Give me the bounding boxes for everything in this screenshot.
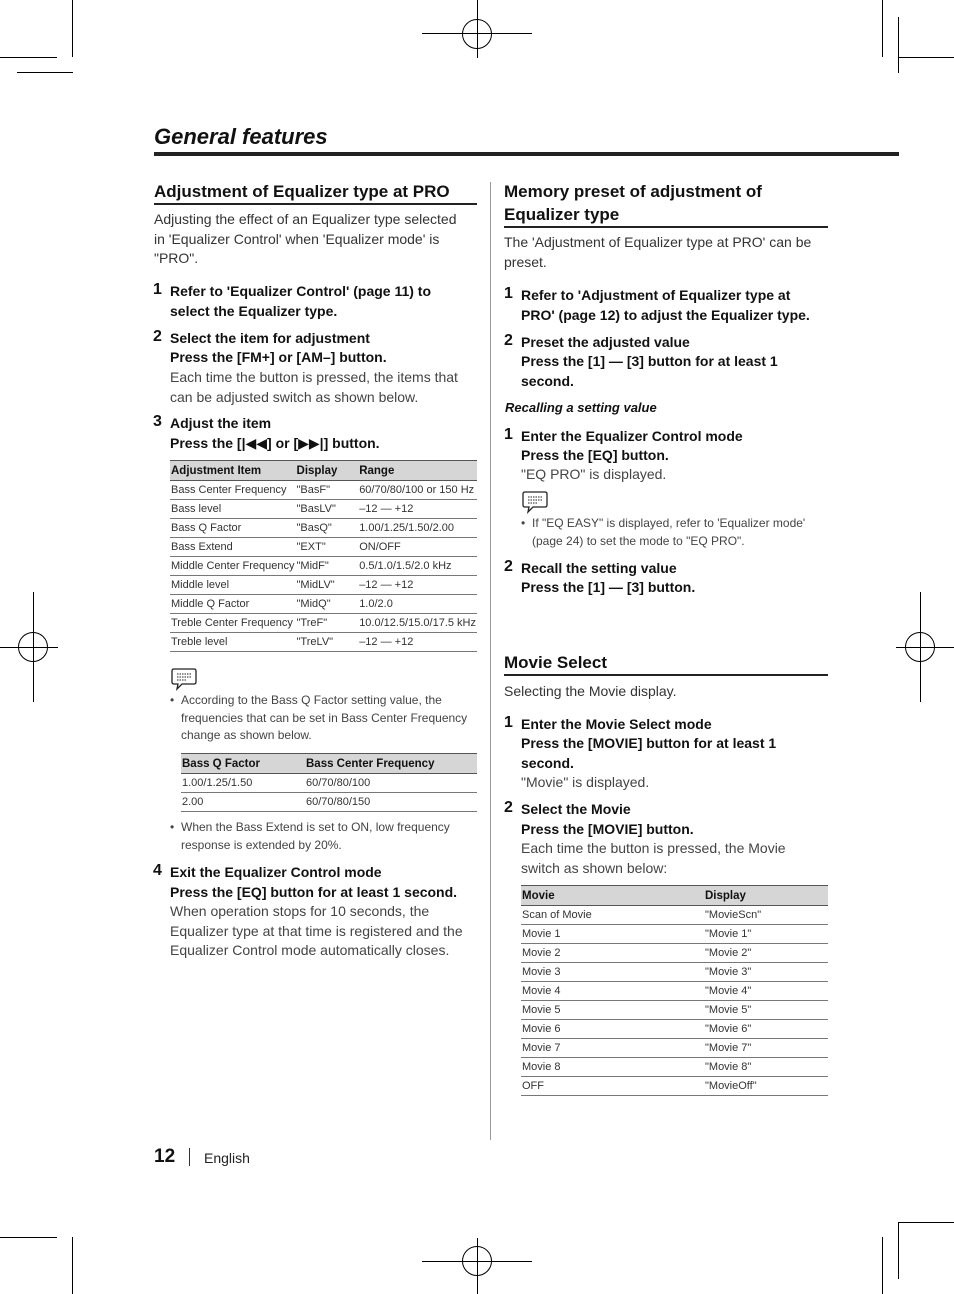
crop-mark (898, 17, 899, 73)
step-title: Adjust the item (170, 415, 272, 431)
table-row (170, 538, 477, 557)
table-cell: "TreF" (296, 614, 359, 633)
crop-mark (0, 1237, 57, 1238)
step-action: Press the [1] — [3] button. (521, 579, 696, 595)
step-title: Select the Movie (521, 801, 631, 817)
table-cell: –12 — +12 (358, 633, 477, 652)
table-cell: OFF (521, 1077, 704, 1096)
step-action: Press the [MOVIE] button. (521, 821, 694, 837)
table-cell: "MidQ" (296, 595, 359, 614)
crop-mark (898, 57, 954, 58)
step-number: 4 (153, 862, 162, 879)
table-cell: "Movie 1" (704, 925, 828, 944)
table-row (521, 1001, 828, 1020)
table-cell: Bass Q Factor (170, 519, 296, 538)
table-cell: "Movie 5" (704, 1001, 828, 1020)
step-number: 1 (504, 714, 513, 731)
table-row (181, 793, 477, 812)
adjustment-items-table (170, 460, 477, 652)
step-number: 2 (504, 332, 513, 349)
table-header: Bass Center Frequency (305, 754, 477, 774)
page-language: English (204, 1150, 250, 1166)
step-number: 2 (504, 558, 513, 575)
crop-mark (72, 1237, 73, 1294)
table-row (521, 1039, 828, 1058)
table-cell: "Movie 3" (704, 963, 828, 982)
table-cell: "TreLV" (296, 633, 359, 652)
table-row (521, 1077, 828, 1096)
step-description: Each time the button is pressed, the Movie switch as shown below: (521, 840, 786, 876)
table-row (170, 557, 477, 576)
table-row (170, 576, 477, 595)
step-title: Select the item for adjustment (170, 330, 370, 346)
page-title: General features (154, 124, 328, 149)
crop-mark (0, 57, 57, 58)
table-cell: Bass Center Frequency (170, 481, 296, 500)
table-cell: "BasLV" (296, 500, 359, 519)
table-cell: 10.0/12.5/15.0/17.5 kHz (358, 614, 477, 633)
table-cell: ON/OFF (358, 538, 477, 557)
section-heading-movie-select: Movie Select (504, 653, 607, 672)
table-cell: "Movie 7" (704, 1039, 828, 1058)
recall-heading: Recalling a setting value (505, 400, 657, 415)
note-icon (521, 489, 549, 515)
table-row (170, 500, 477, 519)
step-action: Press the [|◀◀] or [▶▶|] button. (170, 435, 380, 451)
table-cell: 1.00/1.25/1.50 (181, 774, 305, 793)
table-cell: "MidF" (296, 557, 359, 576)
title-rule (154, 152, 899, 156)
registration-circle (905, 632, 935, 662)
step-action: Press the [1] — [3] button for at least 1 second. (521, 353, 778, 389)
table-cell: "MovieScn" (704, 906, 828, 925)
crop-mark (17, 72, 73, 73)
table-header: Adjustment Item (170, 461, 296, 481)
table-row (170, 595, 477, 614)
table-row (170, 614, 477, 633)
table-cell: Scan of Movie (521, 906, 704, 925)
registration-circle (462, 19, 492, 49)
table-row (170, 633, 477, 652)
section-rule (504, 674, 828, 676)
page-number: 12 (154, 1146, 176, 1167)
section-intro: The 'Adjustment of Equalizer type at PRO' can be preset. (504, 234, 812, 270)
step-action: Press the [EQ] button for at least 1 second. (170, 884, 458, 900)
section-rule (504, 226, 828, 228)
table-cell: Movie 3 (521, 963, 704, 982)
section-intro: Selecting the Movie display. (504, 683, 677, 699)
table-header: Range (358, 461, 477, 481)
table-cell: 1.00/1.25/1.50/2.00 (358, 519, 477, 538)
table-cell: 60/70/80/150 (305, 793, 477, 812)
step-number: 2 (504, 799, 513, 816)
table-cell: 0.5/1.0/1.5/2.0 kHz (358, 557, 477, 576)
table-cell: 60/70/80/100 or 150 Hz (358, 481, 477, 500)
step-title: Preset the adjusted value (521, 334, 690, 350)
section-heading-memory-preset: Memory preset of adjustment of Equalizer type (504, 182, 762, 224)
step-description: When operation stops for 10 seconds, the Equalizer type at that time is registered and the Equalizer Control mode automatically closes. (170, 903, 463, 958)
crop-mark (72, 0, 73, 57)
table-row (170, 519, 477, 538)
step-description: Each time the button is pressed, the items that can be adjusted switch as shown below. (170, 369, 458, 405)
table-row (521, 906, 828, 925)
table-row (521, 963, 828, 982)
step-action: Press the [FM+] or [AM–] button. (170, 349, 387, 365)
table-cell: –12 — +12 (358, 500, 477, 519)
step-number: 1 (504, 285, 513, 302)
table-header: Display (296, 461, 359, 481)
table-cell: Movie 7 (521, 1039, 704, 1058)
bass-q-factor-table (181, 753, 477, 812)
table-cell: 2.00 (181, 793, 305, 812)
movie-table (521, 885, 828, 1096)
table-cell: Movie 6 (521, 1020, 704, 1039)
table-cell: 1.0/2.0 (358, 595, 477, 614)
table-cell: Middle Center Frequency (170, 557, 296, 576)
table-header: Display (704, 886, 828, 906)
step-title: Exit the Equalizer Control mode (170, 864, 382, 880)
crop-mark (882, 1237, 883, 1294)
step-title: Enter the Movie Select mode (521, 716, 712, 732)
step-action: Press the [MOVIE] button for at least 1 second. (521, 735, 777, 771)
section-heading-equalizer-pro: Adjustment of Equalizer type at PRO (154, 182, 450, 201)
table-cell: Middle Q Factor (170, 595, 296, 614)
note-text: • When the Bass Extend is set to ON, low frequency response is extended by 20%. (170, 820, 450, 852)
step-description: "Movie" is displayed. (521, 774, 650, 790)
table-row (170, 481, 477, 500)
crop-mark (882, 0, 883, 57)
table-cell: Treble Center Frequency (170, 614, 296, 633)
table-row (521, 925, 828, 944)
note-text: • According to the Bass Q Factor setting value, the frequencies that can be set in Bass Center Frequency change as shown below. (170, 693, 468, 742)
table-cell: "Movie 2" (704, 944, 828, 963)
table-cell: Movie 2 (521, 944, 704, 963)
table-row (521, 944, 828, 963)
table-row (521, 1058, 828, 1077)
note-text: • If "EQ EASY" is displayed, refer to 'Equalizer mode' (page 24) to set the mode to "EQ PRO". (521, 516, 806, 548)
step-number: 1 (504, 426, 513, 443)
table-cell: Treble level (170, 633, 296, 652)
section-rule (154, 203, 477, 205)
table-cell: "MovieOff" (704, 1077, 828, 1096)
table-cell: Movie 4 (521, 982, 704, 1001)
crop-mark (898, 1222, 899, 1279)
step-number: 1 (153, 281, 162, 298)
table-cell: "Movie 4" (704, 982, 828, 1001)
step-number: 3 (153, 413, 162, 430)
table-row (521, 982, 828, 1001)
table-cell: Bass Extend (170, 538, 296, 557)
step-description: "EQ PRO" is displayed. (521, 466, 667, 482)
table-cell: "MidLV" (296, 576, 359, 595)
table-header: Movie (521, 886, 704, 906)
table-row (181, 774, 477, 793)
table-cell: "BasQ" (296, 519, 359, 538)
section-intro: Adjusting the effect of an Equalizer type selected in 'Equalizer Control' when 'Equalizer mode' is "PRO". (154, 211, 457, 266)
step-number: 2 (153, 328, 162, 345)
note-icon (170, 666, 198, 692)
registration-circle (462, 1246, 492, 1276)
table-cell: Bass level (170, 500, 296, 519)
step-instruction: Refer to 'Equalizer Control' (page 11) to select the Equalizer type. (170, 283, 432, 319)
step-title: Enter the Equalizer Control mode (521, 428, 743, 444)
step-title: Recall the setting value (521, 560, 677, 576)
table-cell: –12 — +12 (358, 576, 477, 595)
table-header: Bass Q Factor (181, 754, 305, 774)
table-cell: "Movie 8" (704, 1058, 828, 1077)
step-instruction: Refer to 'Adjustment of Equalizer type at PRO' (page 12) to adjust the Equalizer type. (521, 287, 810, 323)
column-divider (490, 182, 491, 1140)
table-cell: "BasF" (296, 481, 359, 500)
registration-circle (18, 632, 48, 662)
table-cell: Middle level (170, 576, 296, 595)
table-cell: Movie 5 (521, 1001, 704, 1020)
footer-divider (189, 1148, 190, 1166)
table-cell: 60/70/80/100 (305, 774, 477, 793)
step-action: Press the [EQ] button. (521, 447, 669, 463)
table-cell: Movie 8 (521, 1058, 704, 1077)
table-cell: "EXT" (296, 538, 359, 557)
table-cell: "Movie 6" (704, 1020, 828, 1039)
table-cell: Movie 1 (521, 925, 704, 944)
table-row (521, 1020, 828, 1039)
crop-mark (898, 1222, 954, 1223)
